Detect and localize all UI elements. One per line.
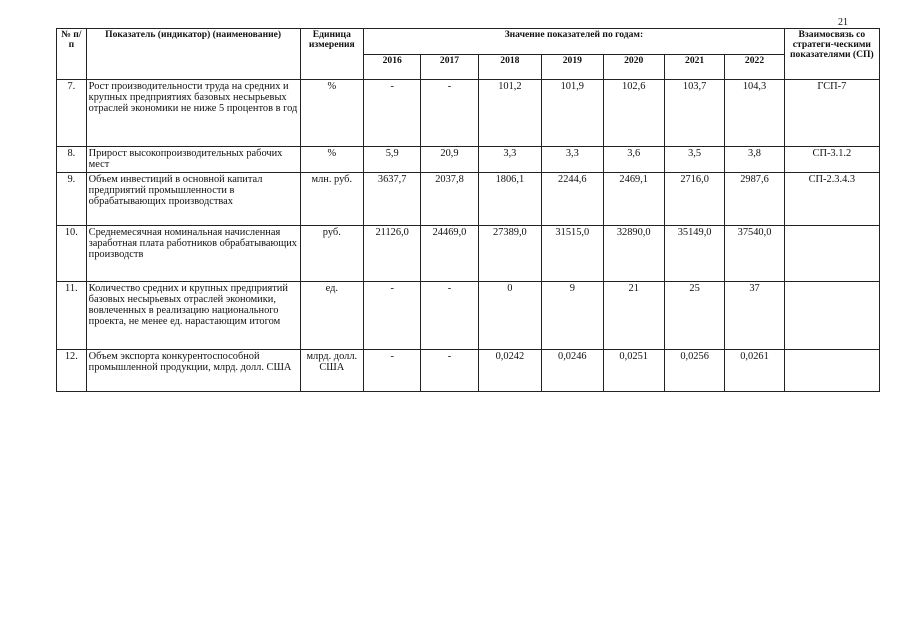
row-indicator: Прирост высокопроизводительных рабочих мест xyxy=(86,147,300,173)
row-value: 0,0246 xyxy=(542,350,603,392)
row-value: - xyxy=(421,350,478,392)
row-unit: % xyxy=(300,147,363,173)
header-num: № п/п xyxy=(57,29,87,80)
row-value: 0 xyxy=(478,282,541,350)
row-unit: ед. xyxy=(300,282,363,350)
row-value: 0,0242 xyxy=(478,350,541,392)
row-link xyxy=(784,282,879,350)
table-row xyxy=(57,173,880,226)
table-row xyxy=(57,147,880,173)
row-indicator: Количество средних и крупных предприятий базовых несырьевых отраслей экономики, вовлеченных в реализацию национального проекта, не менее ед. нарастающим итогом xyxy=(86,282,300,350)
row-value: 32890,0 xyxy=(603,226,664,282)
table-row xyxy=(57,350,880,392)
indicators-table xyxy=(56,28,880,392)
row-value: 20,9 xyxy=(421,147,478,173)
row-value: 1806,1 xyxy=(478,173,541,226)
row-link: ГСП-7 xyxy=(784,80,879,147)
header-indicator: Показатель (индикатор) (наименование) xyxy=(86,29,300,80)
row-link xyxy=(784,226,879,282)
row-indicator: Рост производительности труда на средних и крупных предприятиях базовых несырьевых отраслей экономики не ниже 5 процентов в год xyxy=(86,80,300,147)
row-value: 37540,0 xyxy=(725,226,784,282)
row-value: 31515,0 xyxy=(542,226,603,282)
row-value: 103,7 xyxy=(664,80,724,147)
row-value: 21126,0 xyxy=(364,226,421,282)
header-year: 2021 xyxy=(664,54,724,80)
row-indicator: Среднемесячная номинальная начисленная заработная плата работников обрабатывающих производств xyxy=(86,226,300,282)
row-value: - xyxy=(421,282,478,350)
header-unit: Единица измерения xyxy=(300,29,363,80)
row-value: 0,0256 xyxy=(664,350,724,392)
row-value: 2244,6 xyxy=(542,173,603,226)
row-value: 3637,7 xyxy=(364,173,421,226)
header-year: 2018 xyxy=(478,54,541,80)
row-num: 12. xyxy=(57,350,87,392)
row-value: 2987,6 xyxy=(725,173,784,226)
header-year: 2016 xyxy=(364,54,421,80)
header-values-group: Значение показателей по годам: xyxy=(364,29,785,55)
row-unit: млн. руб. xyxy=(300,173,363,226)
row-indicator: Объем инвестиций в основной капитал предприятий промышленности в обрабатывающих производствах xyxy=(86,173,300,226)
row-value: 21 xyxy=(603,282,664,350)
row-value: 37 xyxy=(725,282,784,350)
row-value: 2469,1 xyxy=(603,173,664,226)
row-value: - xyxy=(421,80,478,147)
row-value: 3,5 xyxy=(664,147,724,173)
row-value: 3,3 xyxy=(478,147,541,173)
row-num: 11. xyxy=(57,282,87,350)
row-value: 3,6 xyxy=(603,147,664,173)
row-unit: % xyxy=(300,80,363,147)
row-value: - xyxy=(364,80,421,147)
row-unit: млрд. долл. США xyxy=(300,350,363,392)
row-value: 3,3 xyxy=(542,147,603,173)
row-value: 9 xyxy=(542,282,603,350)
row-unit: руб. xyxy=(300,226,363,282)
row-link: СП-2.3.4.3 xyxy=(784,173,879,226)
row-value: 35149,0 xyxy=(664,226,724,282)
header-year: 2019 xyxy=(542,54,603,80)
table-row xyxy=(57,226,880,282)
row-value: 102,6 xyxy=(603,80,664,147)
row-value: - xyxy=(364,282,421,350)
row-value: 24469,0 xyxy=(421,226,478,282)
row-indicator: Объем экспорта конкурентоспособной промышленной продукции, млрд. долл. США xyxy=(86,350,300,392)
row-value: 0,0261 xyxy=(725,350,784,392)
row-link: СП-3.1.2 xyxy=(784,147,879,173)
row-value: 104,3 xyxy=(725,80,784,147)
row-value: - xyxy=(364,350,421,392)
row-value: 101,9 xyxy=(542,80,603,147)
header-year: 2020 xyxy=(603,54,664,80)
row-num: 9. xyxy=(57,173,87,226)
row-value: 5,9 xyxy=(364,147,421,173)
row-value: 2716,0 xyxy=(664,173,724,226)
row-value: 101,2 xyxy=(478,80,541,147)
header-link: Взаимосвязь со стратеги-ческими показателями (СП) xyxy=(784,29,879,80)
row-value: 2037,8 xyxy=(421,173,478,226)
header-year: 2017 xyxy=(421,54,478,80)
table-row xyxy=(57,80,880,147)
row-num: 8. xyxy=(57,147,87,173)
row-num: 7. xyxy=(57,80,87,147)
row-value: 3,8 xyxy=(725,147,784,173)
row-link xyxy=(784,350,879,392)
header-row-1 xyxy=(57,29,880,55)
row-value: 0,0251 xyxy=(603,350,664,392)
row-value: 25 xyxy=(664,282,724,350)
row-value: 27389,0 xyxy=(478,226,541,282)
header-year: 2022 xyxy=(725,54,784,80)
page-number: 21 xyxy=(838,17,848,28)
table-row xyxy=(57,282,880,350)
row-num: 10. xyxy=(57,226,87,282)
